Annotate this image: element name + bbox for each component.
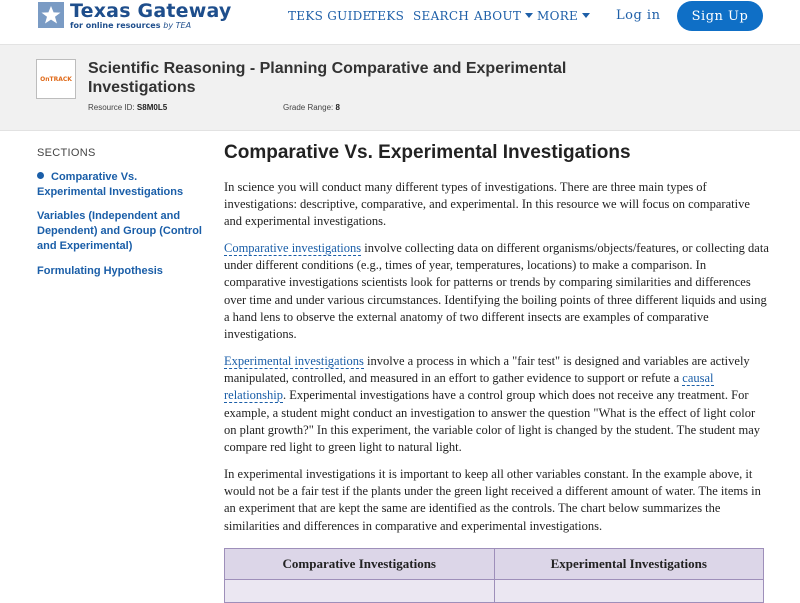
resource-id: Resource ID: S8M0L5 <box>88 103 168 112</box>
chevron-down-icon <box>525 13 533 18</box>
controls-paragraph: In experimental investigations it is important to keep all other variables constant. In the example above, it would not be a fair test if the plants under the green light received a different amount of water. The items in an experiment that are kept the same are identified as the controls. The chart below summarizes the similarities and differences in comparative and experimental investigations. <box>224 467 761 533</box>
resource-banner <box>0 45 800 131</box>
experimental-investigations-term[interactable]: Experimental investigations <box>224 354 364 368</box>
sections-heading: SECTIONS <box>37 147 96 159</box>
comparative-investigations-term[interactable]: Comparative investigations <box>224 241 362 255</box>
thumbnail-logo-text: OnTRACK <box>40 75 72 83</box>
signup-button[interactable]: Sign Up <box>677 1 763 31</box>
sidebar-item-label: Comparative Vs. Experimental Investigations <box>37 171 184 198</box>
nav-more[interactable] <box>537 9 590 23</box>
active-bullet-icon <box>37 172 44 179</box>
texas-gateway-logo[interactable] <box>38 0 231 34</box>
star-icon <box>38 2 64 28</box>
resource-title: Scientific Reasoning - Planning Comparative and Experimental Investigations <box>88 60 567 96</box>
nav-about-label: ABOUT <box>474 9 522 23</box>
sidebar-item-formulating-hypothesis[interactable]: Formulating Hypothesis <box>37 265 163 277</box>
comparative-paragraph: Comparative investigations involve collecting data on different organisms/objects/features, or collecting data under different conditions (e.g., times of year, temperatures, locations) to make a comparison. In comparative investigations scientists look for patterns or trends by comparing similarities and differences over time and under various circumstances. Identifying the boiling points of three different liquids and using a hand lens to observe the external anatomy of two different insects are examples of comparative investigations. <box>224 241 769 342</box>
table-cell <box>494 580 764 603</box>
table-header-comparative: Comparative Investigations <box>225 549 495 580</box>
sidebar-item-variables[interactable]: Variables (Independent and Dependent) and Group (Control and Experimental) <box>37 210 202 252</box>
comparison-table <box>224 548 764 603</box>
page-title: Comparative Vs. Experimental Investigations <box>224 142 631 163</box>
nav-about[interactable] <box>474 9 533 23</box>
resource-thumbnail <box>36 59 76 99</box>
logo-title: Texas Gateway <box>70 0 232 22</box>
causal-relationship-term[interactable]: causal relationship <box>224 371 714 403</box>
grade-range: Grade Range: 8 <box>283 103 340 112</box>
nav-search[interactable]: SEARCH <box>413 9 470 23</box>
intro-paragraph: In science you will conduct many different types of investigations. There are three main types of investigations: descriptive, comparative, and experimental. In this resource we will focus on comparative and experimental investigations. <box>224 180 750 229</box>
login-link[interactable]: Log in <box>616 8 661 23</box>
sidebar-item-comparative-vs-experimental[interactable] <box>37 170 207 200</box>
table-cell <box>225 580 495 603</box>
chevron-down-icon <box>582 13 590 18</box>
nav-teks-guide[interactable]: TEKS GUIDE <box>288 9 372 23</box>
nav-more-label: MORE <box>537 9 579 23</box>
top-navigation-bar <box>0 0 800 45</box>
logo-subtitle: for online resources by TEA <box>70 21 192 30</box>
table-header-experimental: Experimental Investigations <box>494 549 764 580</box>
nav-teks[interactable]: TEKS <box>369 9 405 23</box>
experimental-paragraph: Experimental investigations involve a process in which a "fair test" is designed and variables are actively manipulated, controlled, and measured in an effort to gather evidence to support or refute a causal relationship. Experimental investigations have a control group which does not receive any treatment. For example, a student might conduct an investigation to answer the question "What is the effect of light color on plant growth?" In this experiment, the variable color of light is changed by the student. The student may compare red light to green light to natural light. <box>224 354 760 455</box>
